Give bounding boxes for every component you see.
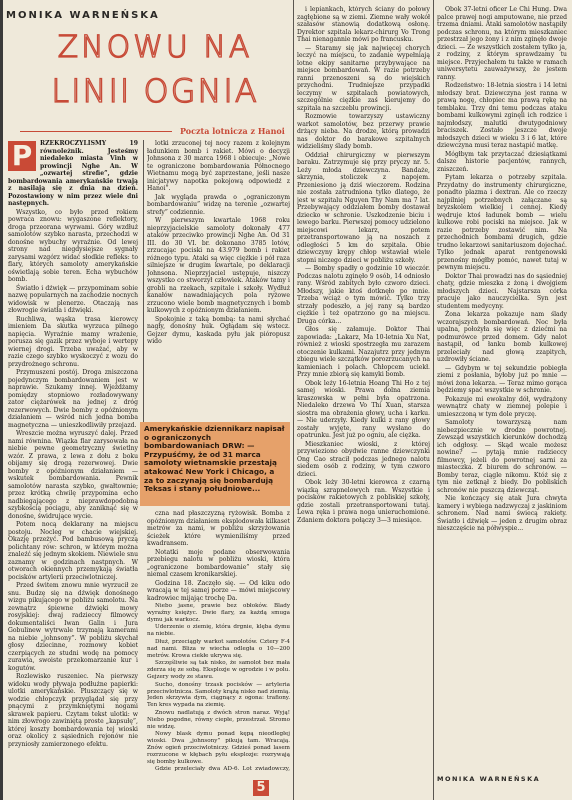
paragraph: Spokojnie z taką bombą: ta nami słychać nagły, donośny huk. Ogłądam się wstecz. Gejzer dymu, kaskada pyłu jak pióropusz wido [147, 315, 290, 345]
paragraph: Wszystko, co było przed rokiem powraca znowu: wygaszone reflektory, droga przeorana wyrwami. Góry wzdłuż samolotów szybko narasta, przechodzi w donośne wybuchy wyraźnie. Od lewej strony nad niegdysiejsze sygnały zarysami wzgórz widać słodkie refleks: to flary, których samoloty amerykańskie oświetlają sobie teren. Echa wybuchów bomb. [8, 208, 138, 283]
column-3-body [297, 6, 430, 524]
dropcap: P [8, 141, 36, 171]
paragraph: — Gdybym w tej sekundzie pobiegła ziemi z posłania, byłoby już po mnie — mówi żona lekarza. — Teraz mimo gorąca będziemy spać wszystkie w schronie. [437, 364, 567, 394]
paragraph: Rodzeństwo: 18-letnia siostra i 14 letni młodszy brat. Dziewczyna jest ranna w prawą nogę, chłopiec ma prawą rękę na temblaku. Trzy dni temu podczas ataku bombami kulkowymi zginęli ich rodzice i najmłodszy, malutki dwutygodniowy braciszek. Zostało jeszcze dwoje młodszych dzieci w wieku 3 i 6 lat, które dziewczyna musi teraz nastąpić matkę. [437, 82, 567, 149]
paragraph: Fytam lekarza o potrzeby szpitala. Przydatny do instrumenty chirurgiczne, ponadto plazma i dextran. Ale co rzeczy najpilniej potrzebnych załączane są bryzskolem wielkiej i cennej. Kiedy wędruje ktoś ładunek bomb — wielu kulkowe robi pociski na miejsce. Jak w razie potrzeby zostawić nim. Na przechodnich bombami drugich, gdzie trudno lekarzowi sanitariuszom dojechać. Tylko jednak aparat rentgenowski przenośny mógłby pomóc, nawet tutaj w pewnym miejscu. [437, 174, 567, 271]
page-number: 5 [253, 780, 269, 796]
column-divider [293, 0, 294, 800]
paragraph: Doktor Thai prowadzi nas do sąsiedniej chaty, gdzie mieszka z żoną i dwojgiem młodszych dzieci. Najstarsza córka pracuje jako nauczycielka. Syn jest studentem medycyny. [437, 272, 567, 310]
paragraph: Oddział chirurgiczny w pierwszym baraku. Zatrzymuje się przy pryczy nr. 5. Leży młoda dziewczyna. Bandaże, skrzynia, stoliczek z napojem. Przeniesiono ją dziś wieczorem. Rodzina nie została zatrudniona tylko dlatego, że jest w szpitalu Nguyen Thy Nam ma 7 lat. Przebywający oddziałem bomby dostawał dziecko w schronie. Uszkodzenie biciu i lewego barku. Pierwszej pomocy udzielono miejscowi lekarz, potem przetransportowano ją na noszach z odległości 5 km do szpitala. Obie dziewczyny krępy chłop wstawiał wiele stopni niczego dzieci w pobliżu szkoły. [297, 151, 430, 264]
subtitle-rule [20, 131, 172, 132]
paragraph: Żona lekarza pokazuje nam ślady wczorajszych bombardowań. Noc była upalna, położyła się więc z dziećmi na podmurówce przed domem. Gdy nalot nastąpił, od łanku bomb kulkowej przeleciały nad głową zzapitych, uzdrowiły ściane. [437, 311, 567, 363]
highlight-box: Amerykańskie dziennikarz napisał o ograniczonych bombardowaniach DRW: — Przypuśćmy, że od 31 marca samoloty wietnamskie przestają atakować New York i Chicago, a za to zaczynają się bombardują Teksas i stany południowe... [140, 422, 290, 506]
paragraph: Mógłbym tak przytaczać dziesiątkami dalsze historie pacjentów, rannych, zniszczeń. [437, 150, 567, 173]
paragraph: Głos się załamuje. Doktor Thai zapowiada: „Lakarz, Ma 10-letnia Xu Nat, również z wioski spostrzegła mu zarazem otoczenie kulkami. Nazajutrz przy jednym zbiegu wiele szczątków porozrzucanych na kamieniach i polach. Chłopcem uciekł. Przy mnie zbiorą się kamyki bomb. [297, 326, 430, 378]
column-4 [437, 6, 567, 770]
paragraph: czna nad płaszczyzną ryżowisk. Bomba z opóźnionym działaniem eksplodowała kilkaset metrów za nami, w pobliżu skrzyżowania ścieżek które wymieniliśmy przed kwadransem. [147, 510, 290, 547]
column-divider [433, 0, 434, 800]
paragraph: Szczęśliwie są tak nisko, że samolot bez mała zderza się ze sobą. Eksplozje w ogrodzie i w polu. Gejzery wody ze stawu. [147, 660, 290, 680]
column-2-bottom-body [147, 510, 290, 602]
paragraph: Obok leży 16-letnia Hoang Thi Ho z tej samej wioski. Prawa dolna ziemia kraszowska w pełni była opatrzona. Niedaleko drzewa Vo Thi Xuan, starsza siostra ma obrażenia głowy, ucha i karku. — Nie uderzyły. Kiedy kulki z rany głowy zostały wyjęte, rany wysłano do opatrunku. Jest już po ogniu, ale ciężka. [297, 379, 430, 439]
lead-text: RZEKROCZYLIŚMY 19 równoleżnik. Jesteśmy niedaleko miasta Vinh w prowincji Nghe An. W „ozwartej strefie”, gdzie bombardowania amerykańskie trwają z nasilają się z dnia na dzień. Pozostawiony w nim przez wiele dni następnych. [8, 140, 138, 207]
blockquote [147, 603, 290, 772]
paragraph: Ruchliwa, wąska trasa kierowcy imieniem Da skutka wyrzuca pilnego napięcia. Wyraźnie mamy wrażenie, porusza się gazik przez wyboje i wertepy wiernej drogi. Trzeba uważać, aby w razie czego szybko wyskoczyć z wozu do przydrożnego schronu. [8, 315, 138, 368]
paragraph: Samoloty towarzyszą nam niebezpiecznie w drodze powrotnej. Zewsząd wszystkich kierunków dochodzą ich odgłosy. — Skąd wcale możesz nowine? — pytają mnie radzieccy filmowcy, jeżeli do powrotnej sarni za miasteczka. Z biurem do schronów. — Bomby teraz, ciągle nikomu. Któż się z tym nie zetknął z biedy. Do pobliskich schronów nie puszczą dziewcząt. [437, 419, 567, 494]
column-2-top-body [147, 140, 290, 346]
paragraph: Potem nocą deklarany na miejscu postoju. Nocleg w chacie wiejskiej. Okazję przeżyć. Pod bambusową pryczą polichtany rów: schron, w którym można znaleźć się jednym skokiem. Niewiele snu zaznamy w godzinach nastpnych. W otworach okiennych przemykają światła pocisków artylerii przeciwlotniczej. [8, 521, 138, 581]
subtitle: Poczta lotnicza z Hanoi [180, 126, 285, 136]
column-2-top [147, 140, 290, 420]
paragraph: Sucho, donośny trzask pocisków — artyleria przeciwlotnicza. Samoloty krążą nisko nad ziemią. Jeden skrzywia dym, ciągnący z ogona: trafiony. Ten kres wypada na ziemię. [147, 681, 290, 709]
paragraph: Jak wygląda prawda o „ograniczonym bombardowaniu” widzę na terenie „ozwartej strefy” codziennie. [147, 193, 290, 216]
paragraph: W pierwszym kwartale 1968 roku nieprzyjacielskie samoloty dokonały 477 ataków przeciwko prowincji Nghe An. Od 31 III. do 30 VI. br. dokonano 3785 lotów, zrzucając pociski na 43.979 bomb i rakiet różnego typu. Ataki są więc ciężkie i pół raza silniejsze w drugim kwartale, po deklaracji Johnsona. Nieprzyjaciel ustępuje, niszczy wszystko co stworzył człowiek. Ataków tamy i grobli na rzekach, szpitale i szkoły. Wydłuż kanałów nawadniających pola ryżowe zrzucono wiele bomb magnetycznych i bomb kulkowych z opóźnionym działaniem. [147, 217, 290, 314]
paragraph: Godzina 18. Zaczęło się. — Od kiku odo wracają w tej samej porze — mówi miejscowy kadrowiec mijając trochę Da. [147, 579, 290, 602]
column-1-body [8, 209, 138, 749]
column-divider [143, 140, 144, 422]
column-2-bottom [147, 510, 290, 772]
paragraph: Niebo jasne, prawie bez obłoków. Blady wyraźny księżyc. Dwie flary, za każdą smuga dymu jak warkocz. [147, 603, 290, 623]
paragraph: Znowu nadlatują z dwóch stron naraz. Wyją! Niebo pogodne, równy ciepłe, przestrzał. Stromo nie widzę. [147, 709, 290, 730]
paragraph: Gdzie przeleciały dwa AD-6. Lot zwiadowczy, [155, 766, 290, 772]
author-name: MONIKA WARNEŃSKA [6, 10, 160, 21]
paragraph: lotki zrzuconej tej nocy razem z kolejnym ładunkiem bomb i rakiet. Mówi o decyzji Johnsona z 30 marca 1968 i obiecuje: „Nowe te ograniczone bombardowania Północnego Wietnamu mogą być zaprzestane, jeśli nasze inicjatywy napotka pokojową odpowiedź z Hanoi”. [147, 140, 290, 192]
author-signature: MONIKA WARNEŃSKA [437, 775, 541, 783]
paragraph: Notatki moje podane obserwowania przebiegu nalotu w pobliżu wioski, która „ograniczone bombardowanie” stały się niemal czasem kronikarskiej. [147, 548, 290, 578]
paragraph: Wreszcie można wyruszyć dalej. Przed nami równina. Wiązka flar zarysowała na niebie pewne geometryczny świetlny wzór. Z prawa, z lewa z dołu z boku obijamy się drogą rezerwowej. Dwie bomby z opóźnionym działaniem — wskutek bombardowania. Pewnik samolotów narasta szybko, gwałtownie; przez krótką chwilę przypomina echo nadbiegającego z nieprawdopodobną szybkością pociągu, aby zaniknąć się w donośne, świdrujące wycie. [8, 430, 138, 520]
paragraph: Przymuszeni postój. Droga zniszczona pojedynczym bombardowaniem jest w naprawie. Szukamy innej. Wjeżdżamy pomiędzy stopniowo rozładowywany zator ciężarówek na jednej z dróg rezerwowych. Dwie bomby z opóźnionym działaniem — wśród nich jedna bomba magnetyczna — unieszkodliwiły przejazd. [8, 369, 138, 429]
paragraph: — Bomby spadły o godzinie 10 wieczór. Podczas nalotu zginęło 9 osób, 14 odniosło rany. Wśród zabitych było czworo dzieci. Młodszy, jakie ktoś dotknęło po mnie. Trzeba wciąż o tym mówić. Tylko trzy strzały podeszło, a jej rany są bardzo ciężkie i też opatrzono go na miejscu. Druga córka... [297, 265, 430, 325]
headline-line-1: ZNOWU NA [57, 30, 253, 65]
paragraph: Rozlewisko ruszeniec. Na pierwszy widoku wody pływaja podłużne papierki: ulotki amerykańskie. Pluszczący się w wodzie chłopczyk przyglądał się przy pnącymi z przymkniętymi nogami skrawek papieru. Czytam tekst ulotki: w nim złowrogo zawiniętą proste „kapsułę”, której koszty bombardowania tej wioski oraz okolicy z sąsiednich rejonów nie przyniosły zamierzonego efektu. [8, 673, 138, 748]
lead-paragraph [8, 140, 138, 208]
paragraph: Rozmowie towarzyszy ustawiczny warkot samolotów, bez przerwy prawie drżący nieba. Na drodze, którą prowadzi nas doktor do barakowe szpitalnych widzieliśmy ślady bomb. [297, 113, 430, 150]
paragraph: Obok 37-letni oficer Le Chi Hung. Dwa palce prawej nogi amputowane, nie przed trzema dniami. Ataki samolotów nastąpiły podczas schronu, na którym mieszkaniec przestrzał jego żony i z nim zginęło dwoje dzieci. — Ze wszystkich zostałem tylko ja, z rodziny, z którym sprawdzamy tu miejsce. Przyjechałem tu także w ramach uniwersytetu zauważywszy, że jestem ranny. [437, 6, 567, 81]
column-1 [8, 140, 138, 775]
headline-line-2: LINII OGNIA [51, 72, 259, 110]
paragraph: Nowy blask dymu ponad kępą nieodległej wioski. Dwa „johnsony” pikują tam. Wracają. Znów ogień przeciwlotniczy. Gdzieś ponad lasem rozrzucone w kłębach pyłu eksplozje: rozrywają się bomby kulkowe. [147, 731, 290, 765]
paragraph: Obok leży 30-letni kierowca z czarną wiązką szrapnelowych ran. Wszystkie i pocisków rakietowych z pobliskiej szkoły, gdzie zostali przetransportowani tutaj. Lewa ręka i prawa noga unieruchomione. Zdaniem doktora połączy 3—3 miesiące. [297, 479, 430, 524]
column-4-body [437, 6, 567, 533]
paragraph: Nie kończący się atak Jura chwyta kamery i wybiega nadzwyczaj z jaskiniom schronem. Nad nami świecą rakiety. Światło i dźwięk — jeden z drugim obraz nieszczęście na półwyspie... [437, 495, 567, 532]
binding-edge [0, 0, 3, 800]
paragraph: Mieszkaniec wioski, z której przywieziono obydwie ranne dziewczynki Ong Cao stracił podczas jednego nalotu siedem osób z rodziny, w tym czworo dzieci. [297, 440, 430, 478]
paragraph: Dłuż, przeciągły warkot samolotów. Cztery F-4 nad nami. Bliza w wiecha odległa o 10—200 metrów. Krowa ciekłe ukrywa się. [147, 638, 290, 659]
paragraph: Uderzenie o ziemię, która drgnie, klęba dymu na niebie. [147, 624, 290, 638]
paragraph: Przed świtem znowu mnie wyrzucił ze snu. Budzę się na dźwięk donośnego wizgu pikującego w pobliżu samolotu. Na zewnątrz śpiewne dźwięki mowy rosyjskiej: dwaj radzieccy filmowcy dokumentaliści Iwan Galin i Jura Gobulinew wytrwale trzymają kamerami na niebie „johnsony”. W pobliżu skychał głosy dziecinne, rozmowy kobiet czerpiących ze studni wodę na pomocy zurawia, swoiste przekomarzanie kur i kogutów. [8, 582, 138, 672]
paragraph: Pokazuje mi ewokalny dół, wydrążony wewnątrz chaty w ziemnej polepie i umieszczoną w tym dole pryczę. [437, 395, 567, 418]
paragraph: — Staramy się jak najwięcej chorych leczyć na miejscu, to zadanie wypełniają lotne ekipy sanitarne przybywające na miejsce bombardowań. W razie potrzeby ranni przenoszeni są do wiejskich przychodni. Trudniejsze przypadki leczymy w szpitalach powiatowych, szczególnie ciężkie zaś kierujemy do szpitala na szczeblu prowincji. [297, 44, 430, 112]
paragraph: i lepiankach, których ściany do połowy zagłębione są w ziemi. Ziemne wały wokół szałasów stanowią dodatkową osłonę. Dyrektor szpitala lekarz-chirurg Vo Trong Thai nienagannie mówi po francusku. [297, 6, 430, 43]
column-3 [297, 6, 430, 796]
paragraph: Światło i dźwięk — przypominam sobie nazwę popularnych na zachodzie nocnych widowisk w plenerze. Otaczają nas złowrogie światła i dźwięki. [8, 284, 138, 314]
